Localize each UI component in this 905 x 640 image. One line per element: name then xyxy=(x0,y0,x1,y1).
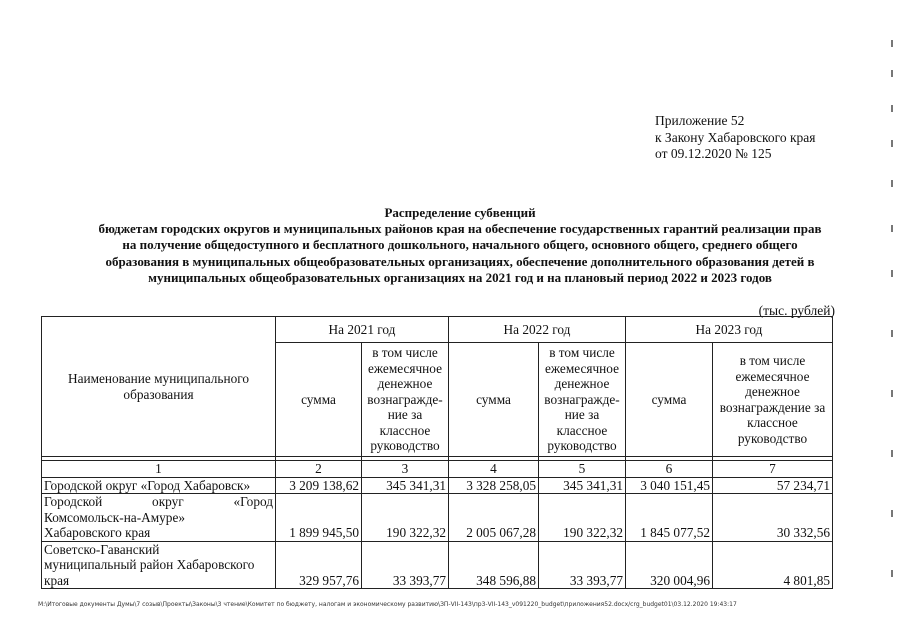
title-line-3: на получение общедоступного и бесплатного дошкольного, начального общего, основного общего, среднего общего xyxy=(122,237,798,253)
value-sum-2023: 320 004,96 xyxy=(626,541,713,589)
column-number-row xyxy=(42,461,833,478)
municipality-name xyxy=(42,541,276,589)
value-sum-2022: 2 005 067,28 xyxy=(449,494,539,542)
column-number: 1 xyxy=(42,461,276,478)
value-incl-2022: 345 341,31 xyxy=(539,477,626,494)
subvention-table xyxy=(41,316,833,589)
value-sum-2022: 348 596,88 xyxy=(449,541,539,589)
header-year-2023: На 2023 год xyxy=(626,317,833,343)
municipality-name-line: Советско-Гаванский xyxy=(44,541,160,557)
table-row xyxy=(42,477,833,494)
header-incl-2023: в том числе ежемесячное денежное вознаграждение за классное руководство xyxy=(713,343,833,457)
header-sum-2023: сумма xyxy=(626,343,713,457)
value-sum-2021: 329 957,76 xyxy=(276,541,362,589)
municipality-name-line: Комсомольск-на-Амуре» xyxy=(44,509,185,525)
units-label: (тыс. рублей) xyxy=(758,303,835,318)
column-number: 4 xyxy=(449,461,539,478)
appendix-note xyxy=(655,113,816,163)
value-incl-2021: 190 322,32 xyxy=(362,494,449,542)
municipality-name xyxy=(42,494,276,542)
value-sum-2023: 1 845 077,52 xyxy=(626,494,713,542)
title-line-4: образования в муниципальных общеобразовательных организациях, обеспечение дополнительного образования детей в xyxy=(105,253,815,269)
value-sum-2023: 3 040 151,45 xyxy=(626,477,713,494)
value-incl-2021: 33 393,77 xyxy=(362,541,449,589)
column-number: 3 xyxy=(362,461,449,478)
value-incl-2021: 345 341,31 xyxy=(362,477,449,494)
column-number: 5 xyxy=(539,461,626,478)
appendix-date: от 09.12.2020 № 125 xyxy=(655,146,772,161)
column-number: 6 xyxy=(626,461,713,478)
header-year-2021: На 2021 год xyxy=(276,317,449,343)
value-sum-2021: 1 899 945,50 xyxy=(276,494,362,542)
header-sum-2022: сумма xyxy=(449,343,539,457)
title-line-5: муниципальных общеобразовательных организациях на 2021 год и на плановый период 2022 и 2023 годов xyxy=(148,269,772,285)
value-incl-2023: 57 234,71 xyxy=(713,477,833,494)
file-path-footer: M:\Итоговые документы Думы\7 созыв\Проекты\Законы\3 чтение\Комитет по бюджету, налогам и экономическому развитию\ЗП-VII-143\пр3-VII-143_v091220_budget\приложения52.docx/crg_budget01\03.12.2020 19:43:17 xyxy=(38,601,737,608)
table-row xyxy=(42,494,833,542)
municipality-name xyxy=(42,477,276,494)
value-incl-2023: 4 801,85 xyxy=(713,541,833,589)
table-row xyxy=(42,541,833,589)
header-year-2022: На 2022 год xyxy=(449,317,626,343)
header-name: Наименование муниципального образования xyxy=(42,317,276,457)
value-sum-2022: 3 328 258,05 xyxy=(449,477,539,494)
header-incl-2022: в том числе ежемесячное денежное вознагражде-ние за классное руководство xyxy=(539,343,626,457)
scan-margin-marks xyxy=(889,30,897,630)
value-incl-2023: 30 332,56 xyxy=(713,494,833,542)
header-incl-2021: в том числе ежемесячное денежное вознагражде-ние за классное руководство xyxy=(362,343,449,457)
municipality-name-line: края xyxy=(44,572,70,588)
municipality-name-line: муниципальный район Хабаровского xyxy=(44,557,255,572)
appendix-number: Приложение 52 xyxy=(655,113,745,128)
value-incl-2022: 33 393,77 xyxy=(539,541,626,589)
municipality-name-line: Городской округ «Город Хабаровск» xyxy=(44,477,251,493)
municipality-name-line: Хабаровского края xyxy=(44,525,151,540)
column-number: 2 xyxy=(276,461,362,478)
header-sum-2021: сумма xyxy=(276,343,362,457)
value-sum-2021: 3 209 138,62 xyxy=(276,477,362,494)
appendix-law: к Закону Хабаровского края xyxy=(655,129,816,145)
title-line-1: Распределение субвенций xyxy=(384,205,536,220)
document-title xyxy=(30,205,890,286)
column-number: 7 xyxy=(713,461,833,478)
value-incl-2022: 190 322,32 xyxy=(539,494,626,542)
municipality-name-line: Городской округ «Город xyxy=(44,494,273,509)
title-line-2: бюджетам городских округов и муниципальных районов края на обеспечение государственных гарантий реализации прав xyxy=(98,221,822,237)
